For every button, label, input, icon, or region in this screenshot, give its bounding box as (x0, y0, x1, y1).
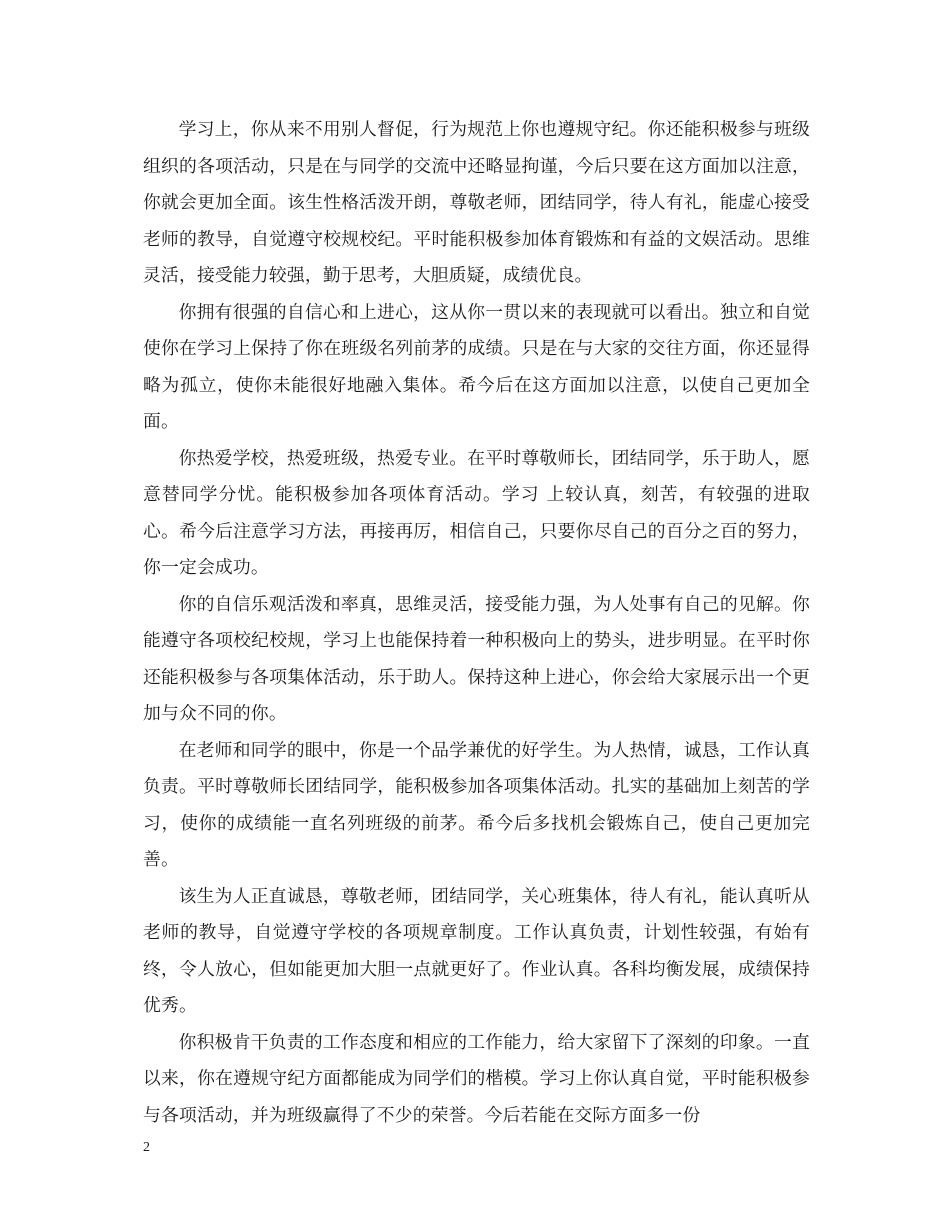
document-body (143, 112, 810, 1134)
paragraph-6: 该生为人正直诚恳，尊敬老师，团结同学，关心班集体，待人有礼，能认真听从老师的教导，自觉遵守学校的各项规章制度。工作认真负责，计划性较强，有始有终，令人放心，但如能更加大胆一点就更好了。作业认真。各科均衡发展，成绩保持优秀。 (143, 885, 810, 1016)
paragraph-5: 在老师和同学的眼中，你是一个品学兼优的好学生。为人热情，诚恳，工作认真负责。平时尊敬师长团结同学，能积极参加各项集体活动。扎实的基础加上刻苦的学习，使你的成绩能一直名列班级的前茅。希今后多找机会锻炼自己，使自己更加完善。 (143, 739, 810, 870)
paragraph-4: 你的自信乐观活泼和率真，思维灵活，接受能力强，为人处事有自己的见解。你能遵守各项校纪校规，学习上也能保持着一种积极向上的势头，进步明显。在平时你还能积极参与各项集体活动，乐于助人。保持这种上进心，你会给大家展示出一个更加与众不同的你。 (143, 593, 810, 724)
paragraph-2: 你拥有很强的自信心和上进心，这从你一贯以来的表现就可以看出。独立和自觉使你在学习上保持了你在班级名列前茅的成绩。只是在与大家的交往方面，你还显得略为孤立，使你未能很好地融入集体。希今后在这方面加以注意，以使自己更加全面。 (143, 301, 810, 432)
page-number: 2 (143, 1140, 150, 1155)
paragraph-3: 你热爱学校，热爱班级，热爱专业。在平时尊敬师长，团结同学，乐于助人，愿意替同学分忧。能积极参加各项体育活动。学习 上较认真，刻苦，有较强的进取心。希今后注意学习方法，再接再厉，相信自己，只要你尽自己的百分之百的努力，你一定会成功。 (143, 447, 810, 578)
paragraph-7: 你积极肯干负责的工作态度和相应的工作能力，给大家留下了深刻的印象。一直以来，你在遵规守纪方面都能成为同学们的楷模。学习上你认真自觉，平时能积极参与各项活动，并为班级赢得了不少的荣誉。今后若能在交际方面多一份 (143, 1031, 810, 1126)
paragraph-1: 学习上，你从来不用别人督促，行为规范上你也遵规守纪。你还能积极参与班级组织的各项活动，只是在与同学的交流中还略显拘谨，今后只要在这方面加以注意，你就会更加全面。该生性格活泼开朗，尊敬老师，团结同学，待人有礼，能虚心接受老师的教导，自觉遵守校规校纪。平时能积极参加体育锻炼和有益的文娱活动。思维灵活，接受能力较强，勤于思考，大胆质疑，成绩优良。 (143, 119, 810, 286)
